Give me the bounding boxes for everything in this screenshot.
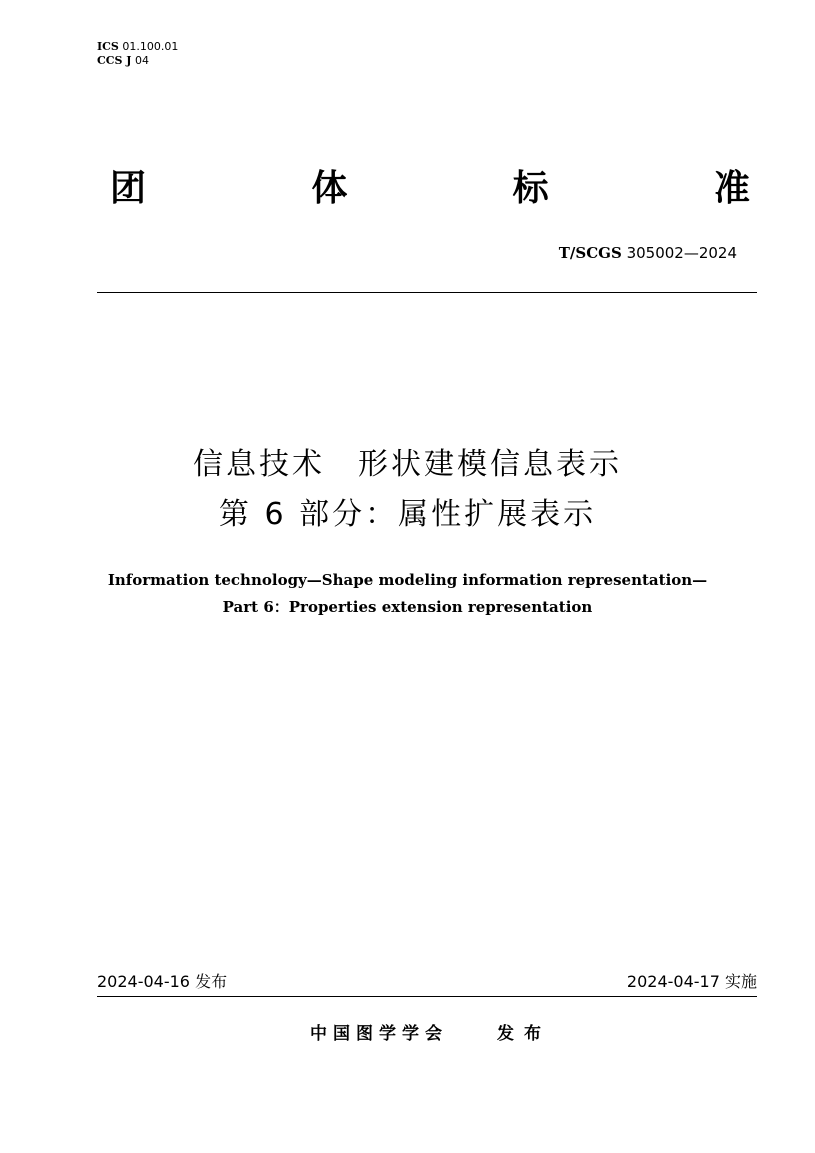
classification-codes [97,40,178,68]
top-divider [97,292,757,293]
title-cn-line2: 第 6 部分：属性扩展表示 [218,497,597,532]
standard-number [559,243,737,263]
implementation-date: 2024-04-17 实施 [626,972,757,991]
standard-type-char: 体 [311,168,348,209]
publisher-action: 发布 [497,1024,551,1044]
standard-number-value: 305002—2024 [626,244,737,262]
ccs-value: 04 [135,54,149,67]
standard-type-char: 标 [512,168,549,209]
title-cn-line1: 信息技术 形状建模信息表示 [193,447,622,482]
ics-value: 01.100.01 [122,40,179,53]
ics-label: ICS [97,40,119,53]
title-en-line1: Information technology—Shape modeling information representation— [107,571,708,589]
publisher-name: 中国图学学会 [310,1024,448,1044]
ics-code [97,40,178,54]
ccs-code [97,54,178,68]
standard-type-char: 团 [110,168,147,209]
bottom-divider [97,996,757,997]
standard-type-heading [110,164,750,214]
title-en-line2: Part 6：Properties extension representation [222,598,593,616]
standard-number-prefix: T/SCGS [558,244,622,262]
ccs-label: CCS J [97,54,132,67]
publish-date: 2024-04-16 发布 [97,972,228,991]
standard-type-char: 准 [713,168,750,209]
